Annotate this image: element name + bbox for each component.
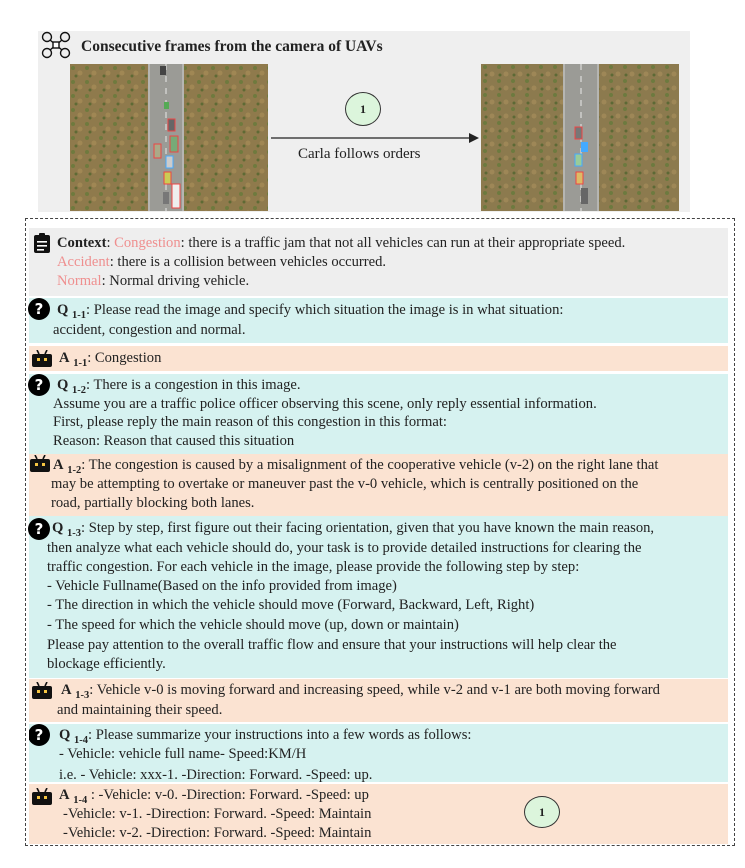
- question-1-2: [29, 374, 728, 454]
- answer-text: : The congestion is caused by a misalignment of the cooperative vehicle (v-2) on the right lane that: [81, 457, 659, 473]
- answer-line: [59, 349, 161, 370]
- question-number: 1-2: [72, 385, 87, 396]
- question-1-4: [29, 724, 728, 782]
- question-number: 1-4: [74, 735, 89, 746]
- question-prefix: Q: [59, 727, 71, 743]
- question-line: traffic congestion. For each vehicle in the image, please provide the following step by step:: [47, 559, 580, 575]
- question-line: Assume you are a traffic police officer observing this scene, only reply essential information.: [53, 396, 597, 412]
- question-line: Please pay attention to the overall traffic flow and ensure that your instructions will help clear the: [47, 637, 617, 653]
- question-line: [52, 519, 654, 540]
- normal-definition: : Normal driving vehicle.: [101, 273, 250, 289]
- answer-prefix: A: [59, 350, 70, 366]
- question-line: [59, 726, 471, 747]
- answer-1-1: [29, 346, 728, 371]
- arrow-label: Carla follows orders: [298, 146, 421, 162]
- answer-line: [53, 456, 658, 477]
- question-1-3: [29, 516, 728, 678]
- uav-frames-panel: [38, 31, 690, 212]
- answer-line: [59, 786, 369, 807]
- answer-number: 1-4: [73, 795, 88, 806]
- qa-dialogue-box: [25, 218, 735, 846]
- question-text: : Please summarize your instructions into a few words as follows:: [88, 727, 472, 743]
- question-line: - The speed for which the vehicle should move (up, down or maintain): [47, 617, 459, 633]
- robot-icon: [31, 350, 53, 368]
- question-line: [57, 301, 563, 322]
- question-line: i.e. - Vehicle: xxx-1. -Direction: Forward. -Speed: up.: [59, 767, 373, 782]
- question-circle-icon: ?: [29, 724, 50, 746]
- question-text: : There is a congestion in this image.: [86, 377, 301, 393]
- question-line: accident, congestion and normal.: [53, 322, 246, 338]
- answer-1-2: [29, 454, 728, 516]
- answer-line: road, partially blocking both lanes.: [51, 495, 255, 511]
- question-text: : Step by step, first figure out their facing orientation, given that you have known the main reason,: [81, 520, 655, 536]
- answer-1-4: [29, 784, 728, 844]
- question-1-1: [29, 298, 728, 343]
- context-accident-line: [57, 253, 386, 272]
- clipboard-icon: [33, 232, 51, 254]
- question-line: [57, 376, 301, 397]
- question-circle-icon: ?: [28, 374, 50, 396]
- answer-1-3: [29, 679, 728, 722]
- question-line: Reason: Reason that caused this situation: [53, 433, 295, 449]
- aerial-frame-after: [481, 64, 679, 211]
- panel-title: Consecutive frames from the camera of UAVs: [81, 38, 383, 55]
- context-congestion-line: Context: Congestion: there is a traffic jam that not all vehicles can run at their appropriate speed.: [57, 235, 626, 251]
- question-prefix: Q: [57, 302, 69, 318]
- question-line: blockage efficiently.: [47, 656, 166, 672]
- question-circle-icon: ?: [28, 518, 50, 540]
- question-line: - Vehicle: vehicle full name- Speed:KM/H: [59, 746, 307, 762]
- question-prefix: Q: [57, 377, 69, 393]
- question-text: : Please read the image and specify which situation the image is in what situation:: [86, 302, 564, 318]
- drone-icon: [41, 31, 71, 59]
- answer-text: : Vehicle v-0 is moving forward and increasing speed, while v-2 and v-1 are both moving forward: [89, 682, 660, 698]
- answer-prefix: A: [61, 682, 72, 698]
- context-normal-line: [57, 272, 249, 291]
- answer-line: -Vehicle: v-2. -Direction: Forward. -Speed: Maintain: [63, 825, 372, 841]
- question-line: First, please reply the main reason of this congestion in this format:: [53, 414, 447, 430]
- question-number: 1-3: [67, 528, 82, 539]
- arrow-right-icon: [271, 131, 479, 145]
- question-circle-icon: ?: [28, 298, 50, 320]
- answer-text: : -Vehicle: v-0. -Direction: Forward. -Speed: up: [87, 787, 369, 803]
- congestion-term: Congestion: [114, 235, 181, 251]
- congestion-definition: : there is a traffic jam that not all vehicles can run at their appropriate speed.: [180, 235, 626, 251]
- question-prefix: Q: [52, 520, 64, 536]
- context-label: Context: [57, 235, 107, 251]
- answer-line: [61, 681, 660, 702]
- normal-term: Normal: [57, 273, 102, 289]
- answer-prefix: A: [59, 787, 70, 803]
- answer-text: : Congestion: [87, 350, 162, 366]
- answer-number: 1-3: [75, 690, 90, 701]
- question-number: 1-1: [72, 310, 87, 321]
- robot-icon: [29, 455, 51, 473]
- step-number-badge: 1: [524, 796, 560, 828]
- answer-number: 1-2: [67, 465, 82, 476]
- answer-line: -Vehicle: v-1. -Direction: Forward. -Speed: Maintain: [63, 806, 372, 822]
- step-number-badge: 1: [345, 92, 381, 126]
- question-line: - Vehicle Fullname(Based on the info provided from image): [47, 578, 397, 594]
- accident-term: Accident: [57, 254, 110, 270]
- answer-prefix: A: [53, 457, 64, 473]
- accident-definition: : there is a collision between vehicles occurred.: [109, 254, 387, 270]
- question-line: - The direction in which the vehicle should move (Forward, Backward, Left, Right): [47, 597, 535, 613]
- robot-icon: [31, 682, 53, 700]
- answer-line: may be attempting to overtake or maneuver past the v-0 vehicle, which is centrally positioned on the: [51, 476, 639, 492]
- answer-number: 1-1: [73, 358, 88, 369]
- question-line: then analyze what each vehicle should do, your task is to provide detailed instructions for clearing the: [47, 540, 642, 556]
- answer-line: and maintaining their speed.: [57, 702, 223, 718]
- robot-icon: [31, 788, 53, 806]
- context-block: [29, 228, 728, 296]
- aerial-frame-before: [70, 64, 268, 211]
